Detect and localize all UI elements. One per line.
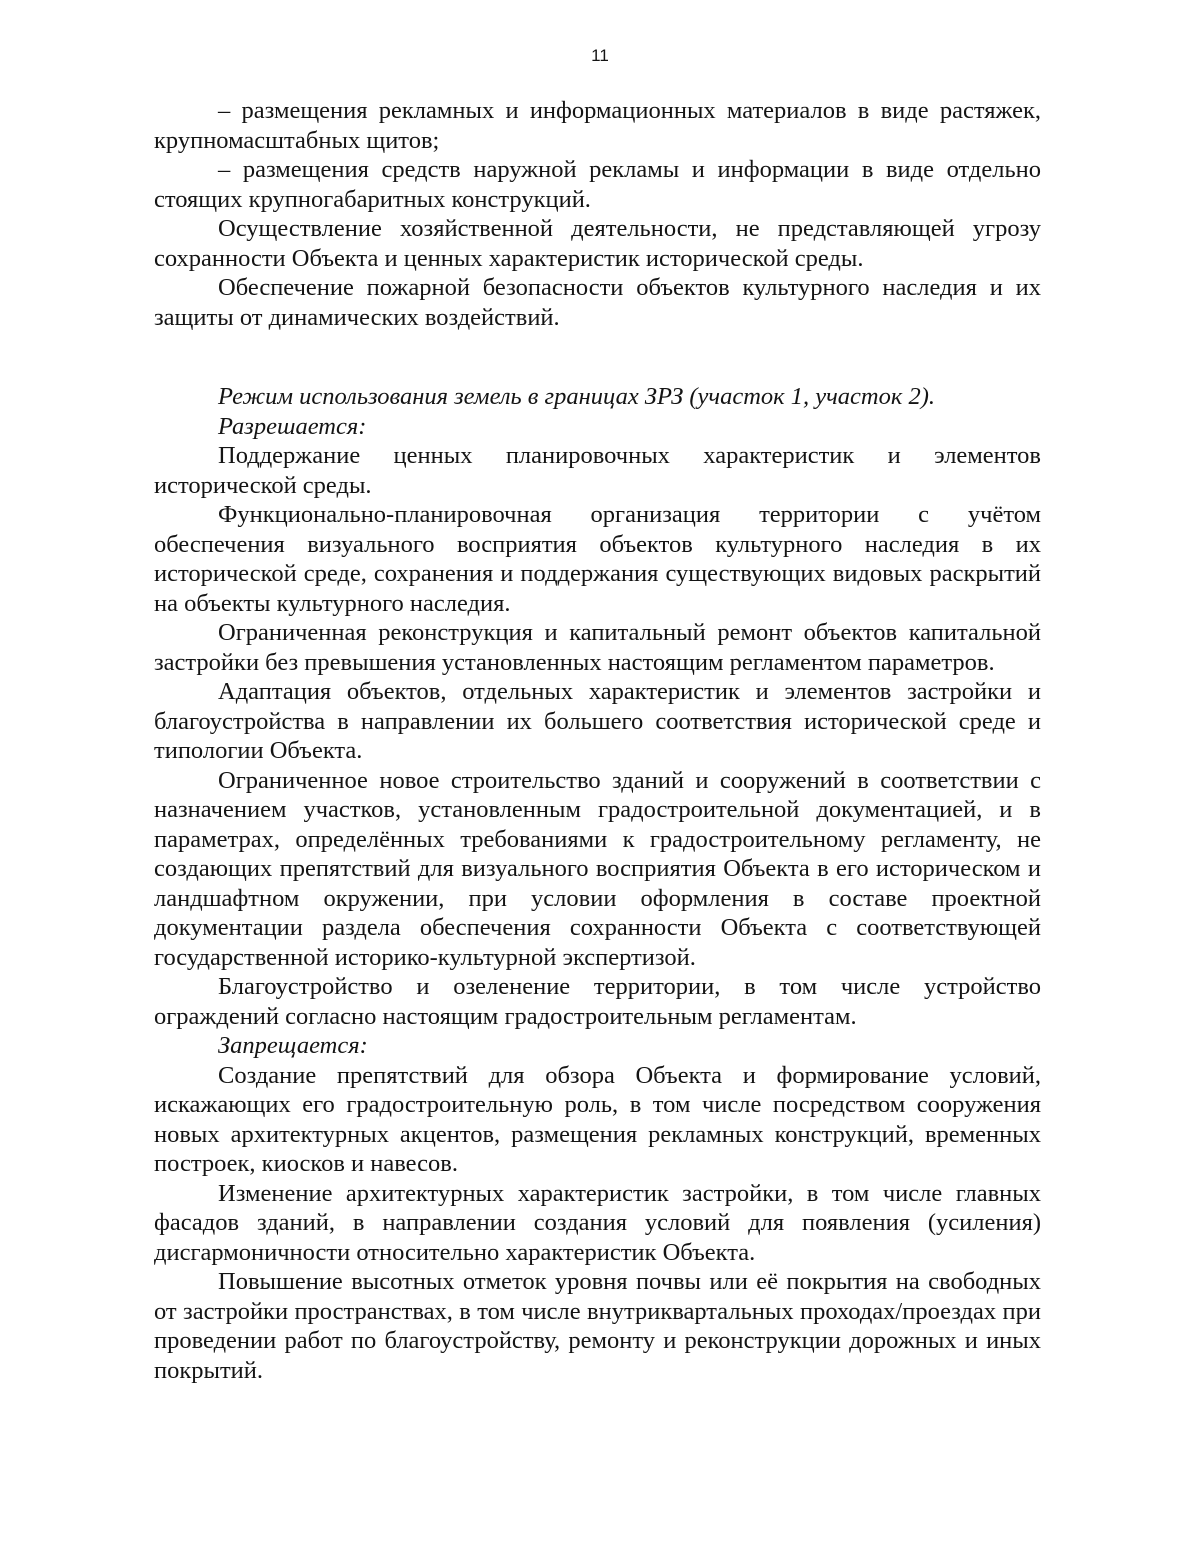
restrictions-continuation bbox=[154, 96, 1041, 332]
document-body bbox=[154, 96, 1041, 1385]
paragraph: – размещения рекламных и информационных материалов в виде растяжек, крупномасштабных щитов; bbox=[154, 97, 1041, 154]
paragraph: Обеспечение пожарной безопасности объектов культурного наследия и их защиты от динамических воздействий. bbox=[154, 274, 1041, 331]
forbidden-label: Запрещается: bbox=[218, 1032, 368, 1059]
allowed-item: Адаптация объектов, отдельных характеристик и элементов застройки и благоустройства в направлении их большего соответствия исторической среде и типологии Объекта. bbox=[154, 678, 1041, 764]
allowed-item: Ограниченное новое строительство зданий и сооружений в соответствии с назначением участков, установленным градостроительной документацией, и в параметрах, определённых требованиями к градостроительному регламенту, не создающих препятствий для визуального восприятия Объекта в его историческом и ландшафтном окружении, при условии оформления в составе проектной документации раздела обеспечения сохранности Объекта с соответствующей государственной историко-культурной экспертизой. bbox=[154, 766, 1041, 971]
forbidden-item: Повышение высотных отметок уровня почвы или её покрытия на свободных от застройки пространствах, в том числе внутриквартальных проходах/проездах при проведении работ по благоустройству, ремонту и реконструкции дорожных и иных покрытий. bbox=[154, 1268, 1041, 1384]
allowed-item: Ограниченная реконструкция и капитальный ремонт объектов капитальной застройки без превышения установленных настоящим регламентом параметров. bbox=[154, 619, 1041, 676]
allowed-label: Разрешается: bbox=[218, 412, 367, 440]
allowed-item: Поддержание ценных планировочных характеристик и элементов исторической среды. bbox=[154, 442, 1041, 499]
paragraph: Осуществление хозяйственной деятельности, не представляющей угрозу сохранности Объекта и ценных характеристик исторической среды. bbox=[154, 215, 1041, 272]
forbidden-item: Создание препятствий для обзора Объекта и формирование условий, искажающих его градостроительную роль, в том числе посредством сооружения новых архитектурных акцентов, размещения рекламных конструкций, временных построек, киосков и навесов. bbox=[154, 1061, 1041, 1177]
section-heading: Режим использования земель в границах ЗРЗ (участок 1, участок 2). bbox=[218, 383, 935, 410]
allowed-item: Благоустройство и озеленение территории, в том числе устройство ограждений согласно настоящим градостроительным регламентам. bbox=[154, 973, 1041, 1030]
paragraph: – размещения средств наружной рекламы и информации в виде отдельно стоящих крупногабаритных конструкций. bbox=[154, 156, 1041, 213]
allowed-item: Функционально-планировочная организация территории с учётом обеспечения визуального восприятия объектов культурного наследия в их исторической среде, сохранения и поддержания существующих видовых раскрытий на объекты культурного наследия. bbox=[154, 501, 1041, 617]
forbidden-item: Изменение архитектурных характеристик застройки, в том числе главных фасадов зданий, в направлении создания условий для появления (усиления) дисгармоничности относительно характеристик Объекта. bbox=[154, 1179, 1041, 1266]
page-number: 11 bbox=[591, 46, 609, 65]
land-use-regime-section bbox=[154, 382, 1041, 1385]
